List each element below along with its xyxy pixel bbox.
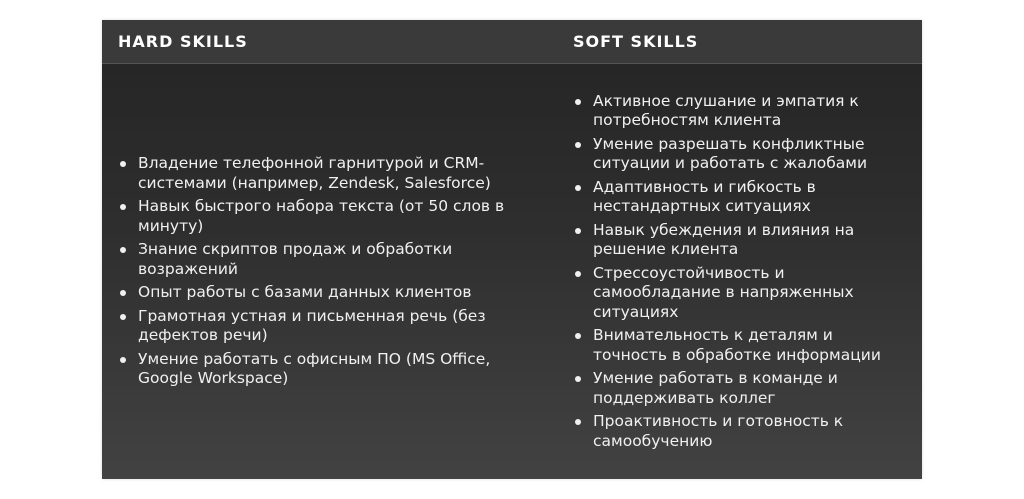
- bullet-icon: [575, 185, 581, 191]
- hard-skill-text: Знание скриптов продаж и обработки возражений: [138, 240, 453, 278]
- hard-skill-text: Владение телефонной гарнитурой и CRM-системами (например, Zendesk, Salesforce): [138, 154, 491, 192]
- table-header: [102, 20, 922, 64]
- list-item: [118, 350, 528, 389]
- bullet-icon: [575, 271, 581, 277]
- list-item: [118, 240, 528, 279]
- soft-skill-text: Навык убеждения и влияния на решение клиента: [593, 220, 855, 259]
- hard-skills-column: [118, 64, 528, 479]
- hard-skill-text: Грамотная устная и письменная речь (без дефектов речи): [138, 306, 486, 345]
- bullet-icon: [575, 333, 581, 339]
- list-item: [573, 221, 903, 260]
- hard-skill-text: Умение работать с офисным ПО (MS Office, Google Workspace): [138, 349, 491, 388]
- list-item: [573, 92, 903, 131]
- hard-skills-title: HARD SKILLS: [118, 32, 248, 51]
- list-item: [118, 283, 528, 303]
- bullet-icon: [575, 419, 581, 425]
- soft-skills-list: [573, 92, 903, 452]
- soft-skill-text: Умение работать в команде и поддерживать коллег: [593, 369, 838, 407]
- bullet-icon: [575, 142, 581, 148]
- list-item: [118, 197, 528, 236]
- list-item: [573, 369, 903, 408]
- bullet-icon: [120, 357, 126, 363]
- bullet-icon: [120, 247, 126, 253]
- bullet-icon: [120, 161, 126, 167]
- list-item: [573, 135, 903, 174]
- list-item: [573, 264, 903, 323]
- soft-skills-column: [573, 64, 903, 479]
- hard-skill-text: Опыт работы с базами данных клиентов: [138, 283, 472, 302]
- hard-skills-list: [118, 154, 528, 389]
- soft-skill-text: Стрессоустойчивость и самообладание в напряженных ситуациях: [593, 263, 854, 321]
- soft-skill-text: Адаптивность и гибкость в нестандартных ситуациях: [593, 177, 816, 216]
- bullet-icon: [120, 290, 126, 296]
- soft-skill-text: Умение разрешать конфликтные ситуации и работать с жалобами: [593, 134, 868, 173]
- list-item: [573, 326, 903, 365]
- soft-skill-text: Активное слушание и эмпатия к потребностям клиента: [593, 91, 859, 130]
- bullet-icon: [120, 314, 126, 320]
- hard-skill-text: Навык быстрого набора текста (от 50 слов в минуту): [138, 197, 505, 235]
- skills-table: [102, 20, 922, 479]
- bullet-icon: [120, 204, 126, 210]
- list-item: [118, 154, 528, 193]
- soft-skill-text: Внимательность к деталям и точность в обработке информации: [593, 326, 881, 364]
- soft-skill-text: Проактивность и готовность к самообучению: [593, 412, 844, 450]
- list-item: [573, 178, 903, 217]
- bullet-icon: [575, 376, 581, 382]
- soft-skills-title: SOFT SKILLS: [573, 32, 699, 51]
- bullet-icon: [575, 99, 581, 105]
- list-item: [118, 307, 528, 346]
- bullet-icon: [575, 228, 581, 234]
- list-item: [573, 412, 903, 451]
